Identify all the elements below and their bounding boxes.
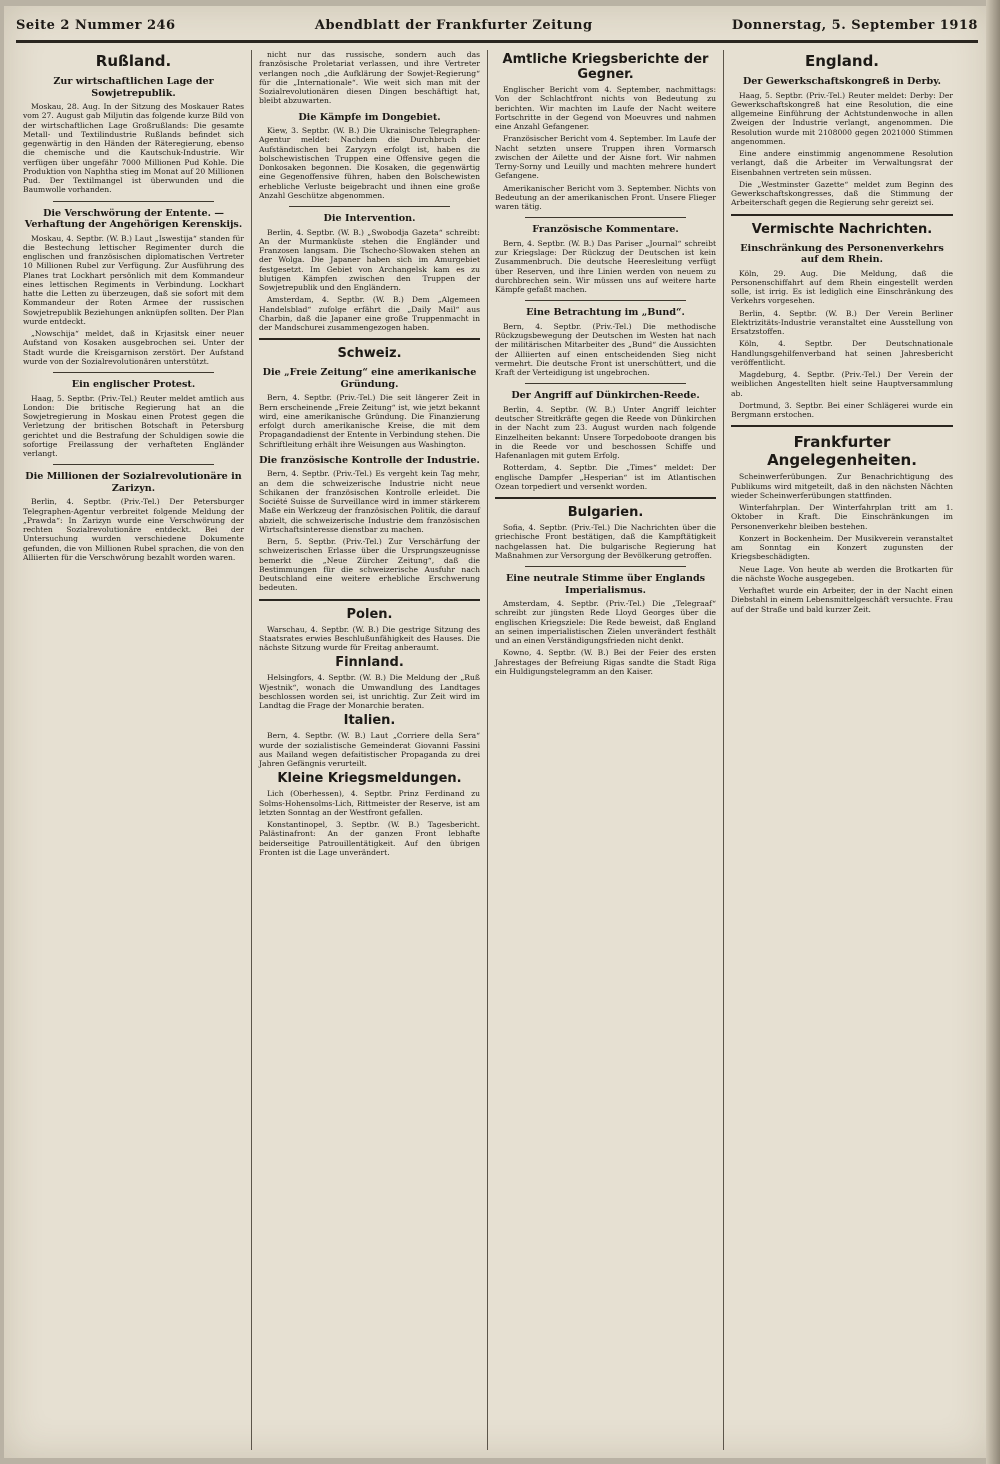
divider xyxy=(525,217,686,218)
article-headline: Die „Freie Zeitung“ eine amerikanische Gründung. xyxy=(262,367,477,390)
article-text: Lich (Oberhessen), 4. Septbr. Prinz Ferdinand zu Solms-Hohensolms-Lich, Rittmeister der Reserve, ist am letzten Sonntag an der Westfront gefallen. xyxy=(259,789,480,817)
section-heading: Bulgarien. xyxy=(567,505,644,520)
article-text: Bern, 4. Septbr. (Priv.-Tel.) Es vergeht kein Tag mehr, an dem die schweizerische Industrie nicht neue Schikanen der französischen Kontrolle erleidet. Die Société Suisse de Surveillance wird in immer stärkerem Maße ein Werkzeug der französischen Politik, die darauf abzielt, die schweizerische Industrie dem französischen Wirtschaftsinteresse dienstbar zu machen. xyxy=(259,469,480,534)
divider xyxy=(289,206,450,207)
article-text: Verhaftet wurde ein Arbeiter, der in der Nacht einen Diebstahl in einem Lebensmittelgeschäft versuchte. Frau auf der Straße und bald kurzer Zeit. xyxy=(731,586,953,614)
article-headline: Eine neutrale Stimme über Englands Imperialismus. xyxy=(505,573,706,596)
page-number: Seite 2 Nummer 246 xyxy=(16,17,176,33)
article-text: Rotterdam, 4. Septbr. Die „Times“ meldet: Der englische Dampfer „Hesperian“ ist im Atlantischen Ozean torpediert und versenkt worden. xyxy=(495,463,716,491)
article-text: „Nowschija“ meldet, daß in Krjasitsk einer neuer Aufstand von Kosaken ausgebrochen sei. Unter der Stadt wurde die Kreisgarnison zerstört. Der Aufstand wurde von der Sozialrevolutionären unterstützt. xyxy=(23,329,244,366)
article-text: Bern, 4. Septbr. (W. B.) Das Pariser „Journal“ schreibt zur Kriegslage: Der Rückzug der Deutschen ist kein Zusammenbruch. Die deutsche Heeresleitung verfügt über Reserven, und ihre Linien werden von neuem zu durchbrechen sein. Wir müssen uns auf weitere harte Kämpfe gefaßt machen. xyxy=(495,238,716,294)
issue-date: Donnerstag, 5. September 1918 xyxy=(731,17,978,33)
section-heading: Amtliche Kriegsberichte der Gegner. xyxy=(502,52,709,82)
divider xyxy=(259,599,480,601)
column-4 xyxy=(724,50,960,1450)
divider xyxy=(525,300,686,301)
section-heading: Polen. xyxy=(346,606,393,622)
masthead xyxy=(16,10,978,42)
article-text: Haag, 5. Septbr. (Priv.-Tel.) Reuter meldet amtlich aus London: Die britische Regierung hat an die Sowjetregierung in Moskau einen Protest gegen die Verletzung der britischen Botschaft in Petersburg gerichtet und die Bestrafung der Schuldigen sowie die sofortige Freilassung der verhafteten Engländer verlangt. xyxy=(23,393,244,458)
article-text: Moskau, 4. Septbr. (W. B.) Laut „Iswestija“ standen für die Bestechung lettischer Regimenter durch die englischen und französischen diplomatischen Vertreter 10 Millionen Rubel zur Verfügung. Zur Ausführung des Planes trat Lockhart persönlich mit dem Kommandeur eines lettischen Regiments in Verbindung. Lockhart hatte die Letten zu überzeugen, daß sie sofort mit dem Kommandeur der Roten Armee der russischen Sowjetrepublik Beziehungen anknüpfen sollten. Der Plan wurde entdeckt. xyxy=(23,233,244,326)
article-text: Kowno, 4. Septbr. (W. B.) Bei der Feier des ersten Jahrestages der Befreiung Rigas sandte die Stadt Riga ein Huldigungstelegramm an den Kaiser. xyxy=(495,648,716,676)
page-edge xyxy=(986,0,1000,1464)
newspaper-page xyxy=(4,6,990,1458)
article-text: Englischer Bericht vom 4. September, nachmittags: Von der Schlachtfront nichts von Bedeutung zu berichten. Wir machten im Laufe der Nacht weitere Fortschritte in der Gegend von Moeuvres und nahmen eine Anzahl Gefangener. xyxy=(495,85,716,131)
article-text: Bern, 4. Septbr. (Priv.-Tel.) Die seit längerer Zeit in Bern erscheinende „Freie Zeitung“ ist, wie jetzt bekannt wird, eine amerikanische Gründung. Die Finanzierung erfolgt durch amerikanische Kreise, die mit dem Propagandadienst der Entente in Verbindung stehen. Die Schriftleitung erhält ihre Weisungen aus Washington. xyxy=(259,393,480,449)
article-text: Scheinwerferübungen. Zur Benachrichtigung des Publikums wird mitgeteilt, daß in den nächsten Nächten wieder Scheinwerferübungen stattfinden. xyxy=(731,472,953,500)
article-headline: Französische Kommentare. xyxy=(532,224,679,236)
article-text: Konstantinopel, 3. Septbr. (W. B.) Tagesbericht. Palästinafront: An der ganzen Front lebhafte beiderseitige Patrouillentätigkeit. Auf den übrigen Fronten ist die Lage unverändert. xyxy=(259,820,480,857)
article-headline: Ein englischer Protest. xyxy=(71,379,196,390)
article-text: Neue Lage. Von heute ab werden die Brotkarten für die nächste Woche ausgegeben. xyxy=(731,564,953,583)
article-text: Warschau, 4. Septbr. (W. B.) Die gestrige Sitzung des Staatsrates erwies Beschlußunfähigkeit des Hauses. Die nächste Sitzung wurde für Freitag anberaumt. xyxy=(259,624,480,652)
article-text: Bern, 4. Septbr. (W. B.) Laut „Corriere della Sera“ wurde der sozialistische Gemeinderat Giovanni Fassini aus Mailand wegen defaitistischer Propaganda zu drei Jahren Gefängnis verurteilt. xyxy=(259,731,480,768)
article-text: Berlin, 4. Septbr. (W. B.) „Swobodja Gazeta“ schreibt: An der Murmanküste stehen die Engländer und Franzosen langsam. Die Tschecho-Slowaken stehen an der Wolga. Die Japaner haben sich im Amurgebiet festgesetzt. Im Gebiet von Archangelsk kam es zu blutigen Kämpfen zwischen den Truppen der Sowjetrepublik und den Engländern. xyxy=(259,227,480,292)
column-1 xyxy=(16,50,252,1450)
divider xyxy=(53,464,214,465)
columns xyxy=(16,50,978,1450)
divider xyxy=(259,338,480,340)
article-text: Dortmund, 3. Septbr. Bei einer Schlägerei wurde ein Bergmann erstochen. xyxy=(731,400,953,419)
divider xyxy=(495,497,716,499)
section-heading: Italien. xyxy=(343,713,396,729)
article-text: nicht nur das russische, sondern auch das französische Proletariat verlassen, und ihre Vertreter verlangen noch „die Aufklärung der Sowjet-Regierung“ für die „Internationale“. Wie weit sich man mit der Sozialrevolutionären diesen Dingen beschäftigt hat, bleibt abzuwarten. xyxy=(259,50,480,106)
article-headline: Die Verschwörung der Entente. — Verhaftung der Angehörigen Kerenskijs. xyxy=(24,207,243,230)
article-text: Konzert in Bockenheim. Der Musikverein veranstaltet am Sonntag ein Konzert zugunsten der Kriegsbeschädigten. xyxy=(731,533,953,562)
article-text: Eine andere einstimmig angenommene Resolution verlangt, daß die Arbeiter im Verwaltungsrat der Eisenbahnen vertreten sein müssen. xyxy=(731,149,953,177)
section-heading: Finnland. xyxy=(335,655,404,671)
article-text: Die „Westminster Gazette“ meldet zum Beginn des Gewerkschaftskongresses, daß die Stimmung der Arbeiterschaft gegen die Regierung sehr gereizt sei. xyxy=(731,179,953,208)
paper-title: Abendblatt der Frankfurter Zeitung xyxy=(314,17,593,33)
article-text: Kiew, 3. Septbr. (W. B.) Die Ukrainische Telegraphen-Agentur meldet: Nachdem die Durchbruch der Aufständischen bei Zaryzyn erfolgt ist, haben die bolschewistischen Truppen eine Offensive gegen die Donkosaken begonnen. Die Kosaken, die gegenwärtig eine Gegenoffensive führen, haben den Bolschewisten erhebliche Verluste beigebracht und ihnen eine große Anzahl Geschütze abgenommen. xyxy=(259,126,480,200)
section-heading: England. xyxy=(804,52,880,70)
article-text: Amsterdam, 4. Septbr. (W. B.) Dem „Algemeen Handelsblad“ zufolge erfährt die „Daily Mail“ aus Charbin, daß die Japaner eine große Truppenmacht in der Mandschurei zusammengezogen haben. xyxy=(259,295,480,332)
article-headline: Die französische Kontrolle der Industrie. xyxy=(259,454,480,466)
article-headline: Die Kämpfe im Dongebiet. xyxy=(298,111,441,123)
article-headline: Eine Betrachtung im „Bund“. xyxy=(526,307,685,319)
article-headline: Einschränkung des Personenverkehrs auf dem Rhein. xyxy=(740,242,944,265)
article-headline: Die Millionen der Sozialrevolutionäre in Zarizyn. xyxy=(25,471,242,494)
article-text: Berlin, 4. Septbr. (W. B.) Unter Angriff leichter deutscher Streitkräfte gegen die Reede von Dünkirchen in der Nacht zum 23. August wurden nach folgende Einzelheiten bekannt: Unsere Torpedoboote drangen bis in die Reede vor und beschossen Schiffe und Hafenanlagen mit gutem Erfolg. xyxy=(495,404,716,460)
divider xyxy=(731,214,953,216)
article-text: Sofia, 4. Septbr. (Priv.-Tel.) Die Nachrichten über die griechische Front bestätigen, daß die Kampftätigkeit nachgelassen hat. Die bulgarische Regierung hat Maßnahmen zur Versorgung der Bevölkerung getroffen. xyxy=(495,523,716,560)
column-3 xyxy=(488,50,724,1450)
masthead-rule xyxy=(16,42,978,43)
section-heading: Vermischte Nachrichten. xyxy=(751,221,933,237)
article-text: Amerikanischer Bericht vom 3. September. Nichts von Bedeutung an der amerikanischen Front. Unsere Flieger waren tätig. xyxy=(495,183,716,211)
divider xyxy=(525,383,686,384)
article-headline: Der Angriff auf Dünkirchen-Reede. xyxy=(511,390,700,402)
article-headline: Der Gewerkschaftskongreß in Derby. xyxy=(742,76,942,87)
article-text: Bern, 5. Septbr. (Priv.-Tel.) Zur Verschärfung der schweizerischen Erlasse über die Ursprungszeugnisse bemerkt die „Neue Zürcher Zeitung“, daß die Bestimmungen für die schweizerische Ausfuhr nach Deutschland eine weitere erhebliche Erschwerung bedeuten. xyxy=(259,537,480,593)
article-text: Moskau, 28. Aug. In der Sitzung des Moskauer Rates vom 27. August gab Miljutin das folgende kurze Bild von der wirtschaftlichen Lage Großrußlands: Die gesamte Metall- und Textilindustrie Rußlands befindet sich gegenwärtig in den Händen der Räteregierung, ebenso die chemische und die Kautschuk-Industrie. Wir verfügen über ungefähr 7000 Millionen Pud Kohle. Die Produktion von Naphtha stieg im Monat auf 20 Millionen Pud. Der Textilmangel ist überwunden und die Baumwolle vorhanden. xyxy=(23,102,244,195)
article-text: Bern, 4. Septbr. (Priv.-Tel.) Die methodische Rückzugsbewegung der Deutschen im Westen hat nach der militärischen Mitarbeiter des „Bund“ die Aussichten der Alliierten auf einen entscheidenden Sieg nicht vermehrt. Die deutsche Front ist unerschüttert, und die Kraft der Verteidigung ist ungebrochen. xyxy=(495,321,716,377)
section-heading: Schweiz. xyxy=(337,346,402,362)
article-text: Berlin, 4. Septbr. (Priv.-Tel.) Der Petersburger Telegraphen-Agentur verbreitet folgende Meldung der „Prawda“: In Zarizyn wurde eine Verschwörung der rechten Sozialrevolutionäre entdeckt. Bei der Untersuchung wurden verschiedene Dokumente gefunden, die von Millionen Rubel sprachen, die von den Alliierten für die Verschwörung bezahlt worden waren. xyxy=(23,497,244,562)
section-heading: Kleine Kriegsmeldungen. xyxy=(277,771,462,787)
divider xyxy=(53,201,214,202)
article-text: Köln, 4. Septbr. Der Deutschnationale Handlungsgehilfenverband hat seinen Jahresbericht veröffentlicht. xyxy=(731,339,953,367)
article-text: Köln, 29. Aug. Die Meldung, daß die Personenschiffahrt auf dem Rhein eingestellt werden solle, ist irrig. Es ist lediglich eine Einschränkung des Verkehrs vorgesehen. xyxy=(731,268,953,306)
article-text: Helsingfors, 4. Septbr. (W. B.) Die Meldung der „Ruß Wjestnik“, wonach die Umwandlung des Landtages beschlossen worden sei, ist unrichtig. Zur Zeit wird im Landtag die Frage der Monarchie beraten. xyxy=(259,673,480,710)
article-text: Magdeburg, 4. Septbr. (Priv.-Tel.) Der Verein der weiblichen Angestellten hielt seine Hauptversammlung ab. xyxy=(731,370,953,398)
section-heading: Rußland. xyxy=(95,52,172,70)
article-text: Amsterdam, 4. Septbr. (Priv.-Tel.) Die „Telegraaf“ schreibt zur jüngsten Rede Lloyd Georges über die englischen Kriegsziele: Die Rede beweist, daß England an seinen imperialistischen Zielen unverändert festhält und an einen Verständigungsfrieden nicht denkt. xyxy=(495,599,716,645)
column-2 xyxy=(252,50,488,1450)
section-heading: Frankfurter Angelegenheiten. xyxy=(767,433,917,470)
divider xyxy=(525,566,686,567)
article-headline: Zur wirtschaftlichen Lage der Sowjetrepublik. xyxy=(53,76,214,99)
divider xyxy=(53,372,214,373)
article-text: Haag, 5. Septbr. (Priv.-Tel.) Reuter meldet: Derby: Der Gewerkschaftskongreß hat eine Resolution, die eine allgemeine Einführung der Achtstundenwoche in allen Zweigen der Industrie verlangt, angenommen. Die Resolution wurde mit 2108000 gegen 2021000 Stimmen angenommen. xyxy=(731,90,953,146)
article-headline: Die Intervention. xyxy=(323,213,416,224)
article-text: Berlin, 4. Septbr. (W. B.) Der Verein Berliner Elektrizitäts-Industrie veranstaltet eine Ausstellung von Ersatzstoffen. xyxy=(731,308,953,336)
divider xyxy=(731,425,953,427)
article-text: Französischer Bericht vom 4. September. Im Laufe der Nacht setzten unsere Truppen ihren Vormarsch zwischen der Ailette und der Aisne fort. Wir nahmen Terny-Sorny und Leuilly und machten mehrere hundert Gefangene. xyxy=(495,134,716,181)
article-text: Winterfahrplan. Der Winterfahrplan tritt am 1. Oktober in Kraft. Die Einschränkungen im Personenverkehr bleiben bestehen. xyxy=(731,503,953,531)
